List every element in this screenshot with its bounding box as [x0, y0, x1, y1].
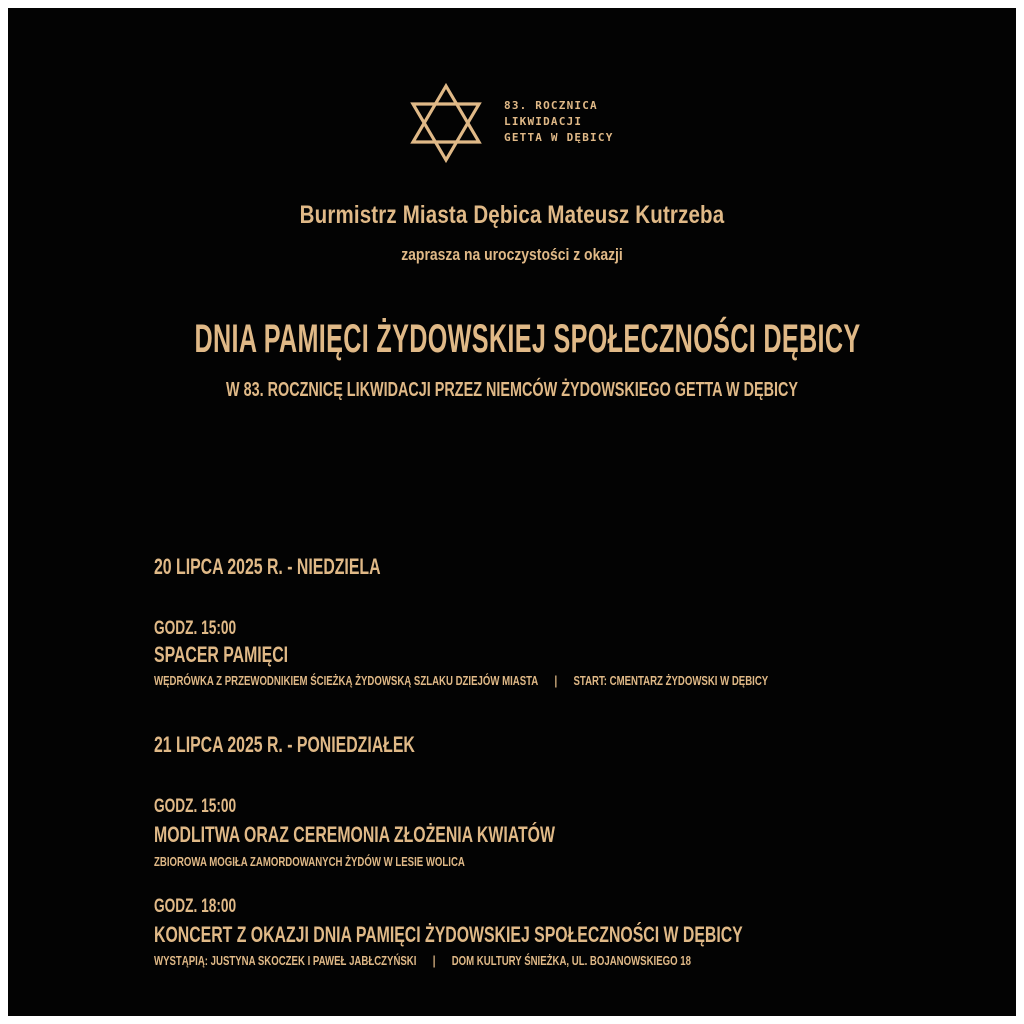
subtitle: W 83. ROCZNICĘ LIKWIDACJI PRZEZ NIEMCÓW ŻYDOWSKIEGO GETTA W DĘBICY: [225, 379, 798, 401]
event-title: SPACER PAMIĘCI: [154, 642, 289, 667]
detail-separator: |: [554, 673, 558, 688]
event-time: GODZ. 15:00: [154, 618, 237, 639]
event-location: ZBIOROWA MOGIŁA ZAMORDOWANYCH ŻYDÓW W LESIE WOLICA: [154, 854, 465, 869]
invite-line: zaprasza na uroczystości z okazji: [401, 245, 623, 264]
event-time: GODZ. 15:00: [154, 796, 237, 817]
logo-caption: [504, 98, 614, 146]
host-line: Burmistrz Miasta Dębica Mateusz Kutrzeba: [299, 201, 725, 229]
event-detail: [154, 673, 768, 688]
day-heading: 20 LIPCA 2025 R. - NIEDZIELA: [154, 554, 381, 579]
anniversary-logo: [406, 80, 636, 166]
event-time: GODZ. 18:00: [154, 896, 237, 917]
event-detail: [154, 953, 691, 968]
main-title: DNIA PAMIĘCI ŻYDOWSKIEJ SPOŁECZNOŚCI DĘBICY: [194, 317, 861, 361]
event-location: START: CMENTARZ ŻYDOWSKI W DĘBICY: [573, 673, 769, 688]
event-performers: WYSTĄPIĄ: JUSTYNA SKOCZEK I PAWEŁ JABŁCZYŃSKI: [154, 953, 417, 968]
star-of-david-icon: [406, 80, 486, 166]
poster: [8, 8, 1016, 1016]
event-title: KONCERT Z OKAZJI DNIA PAMIĘCI ŻYDOWSKIEJ SPOŁECZNOŚCI W DĘBICY: [154, 922, 743, 947]
event-description: WĘDRÓWKA Z PRZEWODNIKIEM ŚCIEŻKĄ ŻYDOWSKĄ SZLAKU DZIEJÓW MIASTA: [154, 673, 539, 688]
detail-separator: |: [432, 953, 436, 968]
logo-line-2: LIKWIDACJI: [504, 115, 583, 128]
logo-line-1: 83. ROCZNICA: [504, 99, 598, 112]
event-location: DOM KULTURY ŚNIEŻKA, UL. BOJANOWSKIEGO 18: [451, 953, 691, 968]
event-title: MODLITWA ORAZ CEREMONIA ZŁOŻENIA KWIATÓW: [154, 822, 555, 847]
logo-line-3: GETTA W DĘBICY: [504, 131, 614, 144]
day-heading: 21 LIPCA 2025 R. - PONIEDZIAŁEK: [154, 732, 415, 757]
